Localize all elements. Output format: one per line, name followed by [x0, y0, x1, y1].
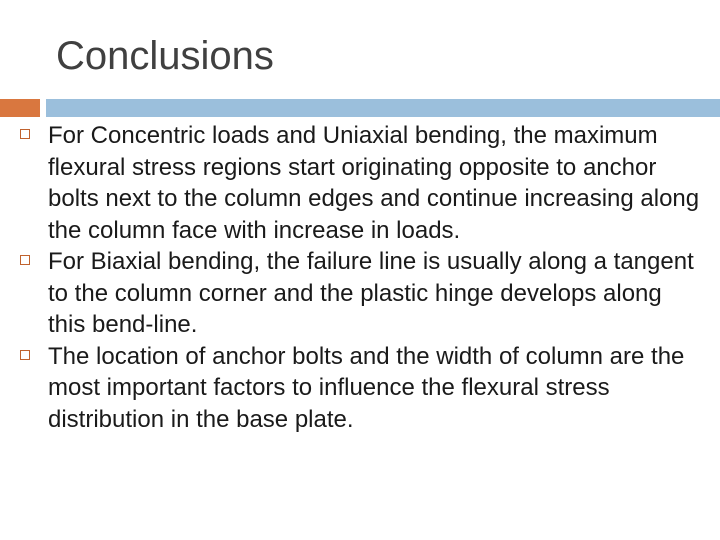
slide-title: Conclusions [56, 34, 274, 78]
accent-bar-blue [46, 99, 720, 117]
accent-bar-orange [0, 99, 40, 117]
bullet-text: For Concentric loads and Uniaxial bending, the maximum flexural stress regions start originating opposite to anchor bolts next to the column edges and continue increasing along the column face with increase in loads. [48, 122, 700, 244]
square-bullet-icon [20, 129, 30, 139]
bullet-text: For Biaxial bending, the failure line is usually along a tangent to the column corner and the plastic hinge develops along this bend-line. [48, 248, 694, 338]
bullet-list [20, 120, 700, 435]
bullet-item-biaxial-bending [20, 246, 700, 341]
bullet-text: The location of anchor bolts and the width of column are the most important factors to influence the flexural stress distribution in the base plate. [48, 342, 685, 433]
square-bullet-icon [20, 255, 30, 265]
square-bullet-icon [20, 350, 30, 360]
bullet-item-anchor-bolts [20, 341, 700, 436]
bullet-item-concentric-loads [20, 120, 700, 246]
